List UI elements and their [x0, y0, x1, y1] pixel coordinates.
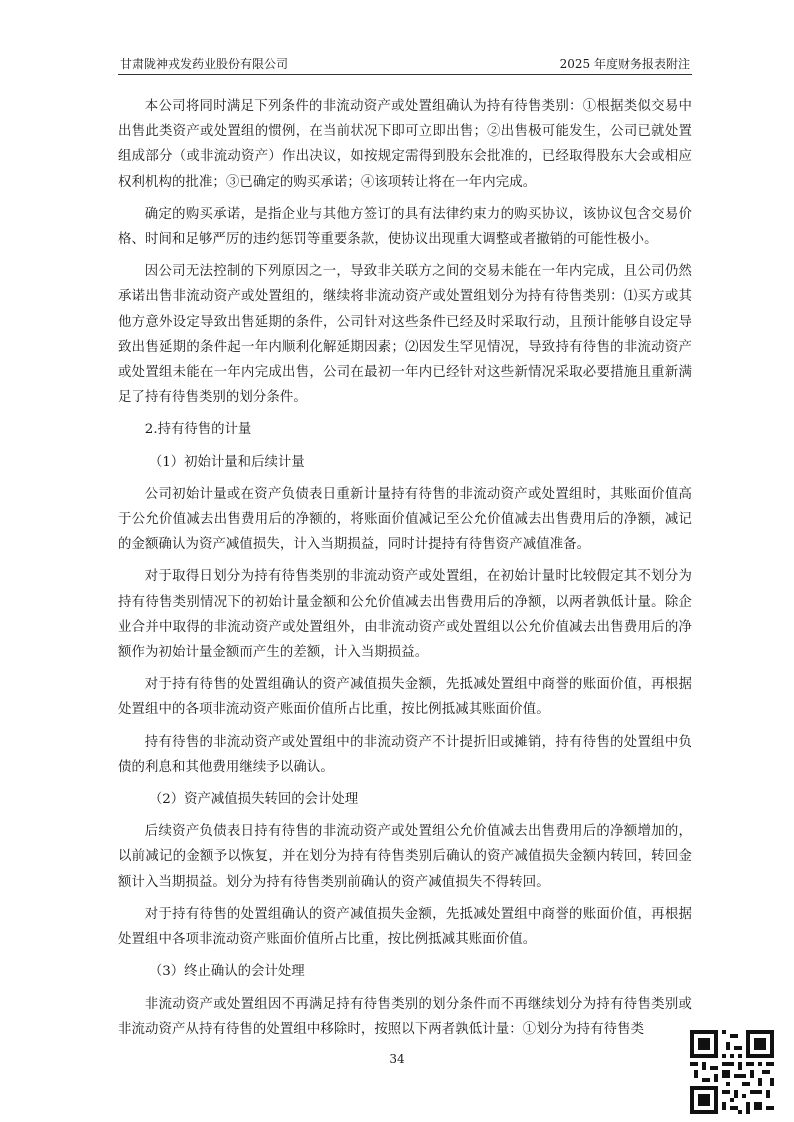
page-header — [118, 56, 692, 75]
qr-code-icon — [690, 1030, 774, 1114]
section-heading: 2.持有待售的计量 — [144, 422, 252, 438]
header-company-name: 甘肃陇神戎发药业股份有限公司 — [120, 57, 289, 71]
body-paragraph: 本公司将同时满足下列条件的非流动资产或处置组确认为持有待售类别：①根据类似交易中出售此类资产或处置组的惯例，在当前状况下即可立即出售；②出售极可能发生，公司已就处置组成部分（或非流动资产）作出决议，如按规定需得到股东会批准的，已经取得股东大会或相应权利机构的批准；③已确定的购买承诺；④该项转让将在一年内完成。 — [118, 99, 692, 190]
body-paragraph: 对于持有待售的处置组确认的资产减值损失金额，先抵减处置组中商誉的账面价值，再根据处置组中各项非流动资产账面价值所占比重，按比例抵减其账面价值。 — [118, 906, 692, 948]
body-paragraph: 非流动资产或处置组因不再满足持有待售类别的划分条件而不再继续划分为持有待售类别或非流动资产从持有待售的处置组中移除时，按照以下两者孰低计量：①划分为持有待售类 — [118, 996, 692, 1037]
body-paragraph: 后续资产负债表日持有待售的非流动资产或处置组公允价值减去出售费用后的净额增加的，以前减记的金额予以恢复，并在划分为持有待售类别后确认的资产减值损失金额内转回，转回金额计入当期损益。划分为持有待售类别前确认的资产减值损失不得转回。 — [118, 824, 692, 890]
body-paragraph: 公司初始计量或在资产负债表日重新计量持有待售的非流动资产或处置组时，其账面价值高于公允价值减去出售费用后的净额的，将账面价值减记至公允价值减去出售费用后的净额，减记的金额确认为资产减值损失，计入当期损益，同时计提持有待售资产减值准备。 — [118, 486, 692, 553]
body-paragraph: 因公司无法控制的下列原因之一，导致非关联方之间的交易未能在一年内完成，且公司仍然承诺出售非流动资产或处置组的，继续将非流动资产或处置组划分为持有待售类别：⑴买方或其他方意外设定导致出售延期的条件，公司针对这些条件已经及时采取行动，且预计能够自设定导致出售延期的条件起一年内顺利化解延期因素；⑵因发生罕见情况，导致持有待售的非流动资产或处置组未能在一年内完成出售，公司在最初一年内已经针对这些新情况采取必要措施且重新满足了持有待售类别的划分条件。 — [118, 264, 692, 406]
body-paragraph: 持有待售的非流动资产或处置组中的非流动资产不计提折旧或摊销，持有待售的处置组中负债的利息和其他费用继续予以确认。 — [118, 734, 692, 775]
subsection-heading: （1）初始计量和后续计量 — [148, 454, 305, 470]
subsection-heading: （2）资产减值损失转回的会计处理 — [148, 792, 359, 808]
header-report-title: 2025 年度财务报表附注 — [559, 57, 690, 71]
body-paragraph: 对于持有待售的处置组确认的资产减值损失金额，先抵减处置组中商誉的账面价值，再根据处置组中的各项非流动资产账面价值所占比重，按比例抵减其账面价值。 — [118, 677, 692, 718]
page-number: 34 — [389, 1052, 405, 1066]
body-paragraph: 确定的购买承诺，是指企业与其他方签订的具有法律约束力的购买协议，该协议包含交易价格、时间和足够严厉的违约惩罚等重要条款，使协议出现重大调整或者撤销的可能性极小。 — [118, 206, 692, 248]
subsection-heading: （3）终止确认的会计处理 — [148, 964, 305, 980]
body-paragraph: 对于取得日划分为持有待售类别的非流动资产或处置组，在初始计量时比较假定其不划分为持有待售类别情况下的初始计量金额和公允价值减去出售费用后的净额，以两者孰低计量。除企业合并中取得的非流动资产或处置组外，由非流动资产或处置组以公允价值减去出售费用后的净额作为初始计量金额而产生的差额，计入当期损益。 — [118, 569, 692, 661]
document-body — [118, 94, 692, 1049]
